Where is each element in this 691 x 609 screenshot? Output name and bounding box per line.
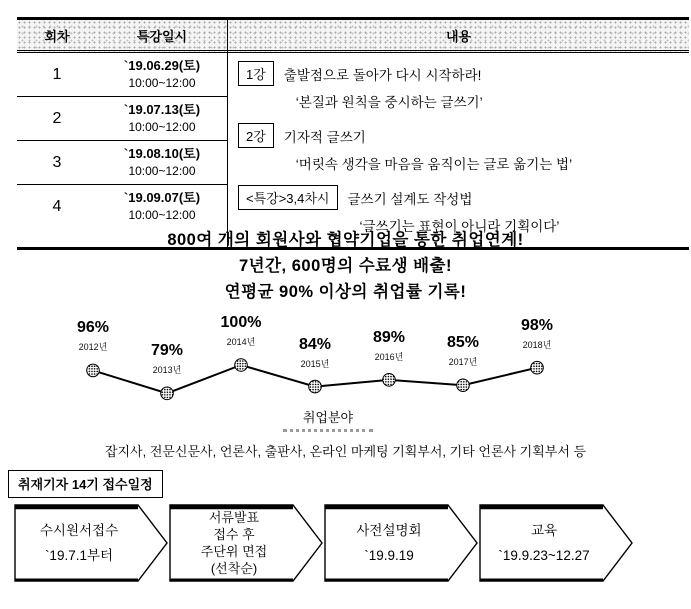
table-content-column <box>227 20 689 247</box>
chart-marker <box>383 374 396 387</box>
step-line: `19.9.19 <box>364 548 414 563</box>
lecture-table <box>17 17 689 250</box>
slogan-line: 800여 개의 회원사와 협약기업을 통한 취업연계! <box>167 231 524 249</box>
chart-value-label: 98% <box>520 316 554 334</box>
slogan-line: 연평균 90% 이상의 취업률 기록! <box>224 283 467 301</box>
header-content: 내용 <box>445 28 472 44</box>
step-line: 교육 <box>530 523 558 538</box>
chart-year-label: 2012년 <box>78 342 108 353</box>
employment-rate-chart <box>0 308 691 408</box>
chart-value-label: 96% <box>76 319 110 337</box>
employment-fields-list: 잡지사, 전문신문사, 언론사, 출판사, 온라인 마케팅 기획부서, 기타 언론사 기획부서 등 <box>104 444 587 459</box>
step-line: `19.7.1부터 <box>44 548 114 563</box>
chart-year-label: 2017년 <box>448 357 478 368</box>
flow-step-application <box>14 503 168 583</box>
header-datetime: 특강일시 <box>136 28 188 44</box>
chart-year-label: 2016년 <box>374 351 404 362</box>
chart-value-label: 85% <box>446 334 480 352</box>
content-cell <box>228 53 689 247</box>
table-row <box>17 97 227 141</box>
table-row <box>17 141 227 185</box>
chart-marker <box>309 380 322 393</box>
lecture-subtitle: ‘글쓰기는 표현이 아니라 기획이다’ <box>359 219 560 234</box>
chart-value-label: 89% <box>372 328 406 346</box>
lecture-date: `19.06.29(토) <box>123 58 201 73</box>
chart-value-label: 100% <box>220 314 262 331</box>
session-number: 2 <box>52 109 62 127</box>
table-header-left <box>17 20 227 53</box>
session-number: 3 <box>52 153 62 171</box>
header-session: 회차 <box>44 28 70 44</box>
lecture-subtitle: ‘본질과 원칙을 중시하는 글쓰기’ <box>295 95 483 110</box>
chart-value-label: 79% <box>150 342 184 360</box>
highlight-slogans <box>0 227 691 305</box>
lecture-date: `19.08.10(토) <box>123 146 201 161</box>
lecture-time: 10:00~12:00 <box>128 164 196 179</box>
lecture-time: 10:00~12:00 <box>128 76 196 91</box>
session-number: 1 <box>52 65 62 83</box>
lecture-subtitle: ‘머릿속 생각을 마음을 움직이는 글로 옮기는 법’ <box>295 157 573 172</box>
step-line: `19.9.23~12.27 <box>498 548 590 563</box>
chart-marker <box>457 379 470 392</box>
chart-value-label: 84% <box>298 335 332 353</box>
chart-marker <box>235 359 248 372</box>
table-header-content <box>228 20 689 53</box>
chart-year-label: 2014년 <box>226 337 256 347</box>
session-number: 4 <box>52 197 62 215</box>
application-flow <box>14 503 634 583</box>
chart-year-label: 2013년 <box>152 365 182 376</box>
chart-year-label: 2018년 <box>522 339 552 350</box>
lecture-date: `19.09.07(토) <box>123 190 201 205</box>
table-row <box>17 53 227 97</box>
chart-marker <box>87 364 100 377</box>
application-schedule-title: 취재기자 14기 접수일정 <box>8 470 163 498</box>
lecture-date: `19.07.13(토) <box>123 102 201 117</box>
lecture-badge: 1강 <box>238 61 274 86</box>
content-item <box>238 123 685 173</box>
lecture-title: 출발점으로 돌아가 다시 시작하라! <box>283 68 482 83</box>
lecture-title: 글쓰기 설계도 작성법 <box>347 192 473 207</box>
step-line: 주단위 면접 <box>200 544 268 559</box>
lecture-title: 기자적 글쓰기 <box>283 130 366 145</box>
flow-step-screening <box>169 503 323 583</box>
lecture-badge: 2강 <box>238 123 274 148</box>
slogan-line: 7년간, 600명의 수료생 배출! <box>239 257 452 275</box>
step-line: 접수 후 <box>213 527 255 542</box>
employment-fields-label: 취업분야 <box>283 407 373 432</box>
table-left-columns <box>17 20 227 247</box>
content-item <box>238 61 685 111</box>
lecture-time: 10:00~12:00 <box>128 120 196 135</box>
flow-step-orientation <box>324 503 478 583</box>
lecture-badge: <특강>3,4차시 <box>238 185 338 210</box>
lecture-time: 10:00~12:00 <box>128 208 196 223</box>
step-line: 사전설명회 <box>356 523 422 538</box>
chart-year-label: 2015년 <box>300 358 330 369</box>
step-line: 서류발표 <box>208 510 260 525</box>
flow-step-education <box>479 503 633 583</box>
step-line: (선착순) <box>210 561 258 576</box>
step-line: 수시원서접수 <box>39 523 119 538</box>
table-row <box>17 185 227 228</box>
chart-marker <box>161 387 174 400</box>
chart-marker <box>531 361 544 374</box>
